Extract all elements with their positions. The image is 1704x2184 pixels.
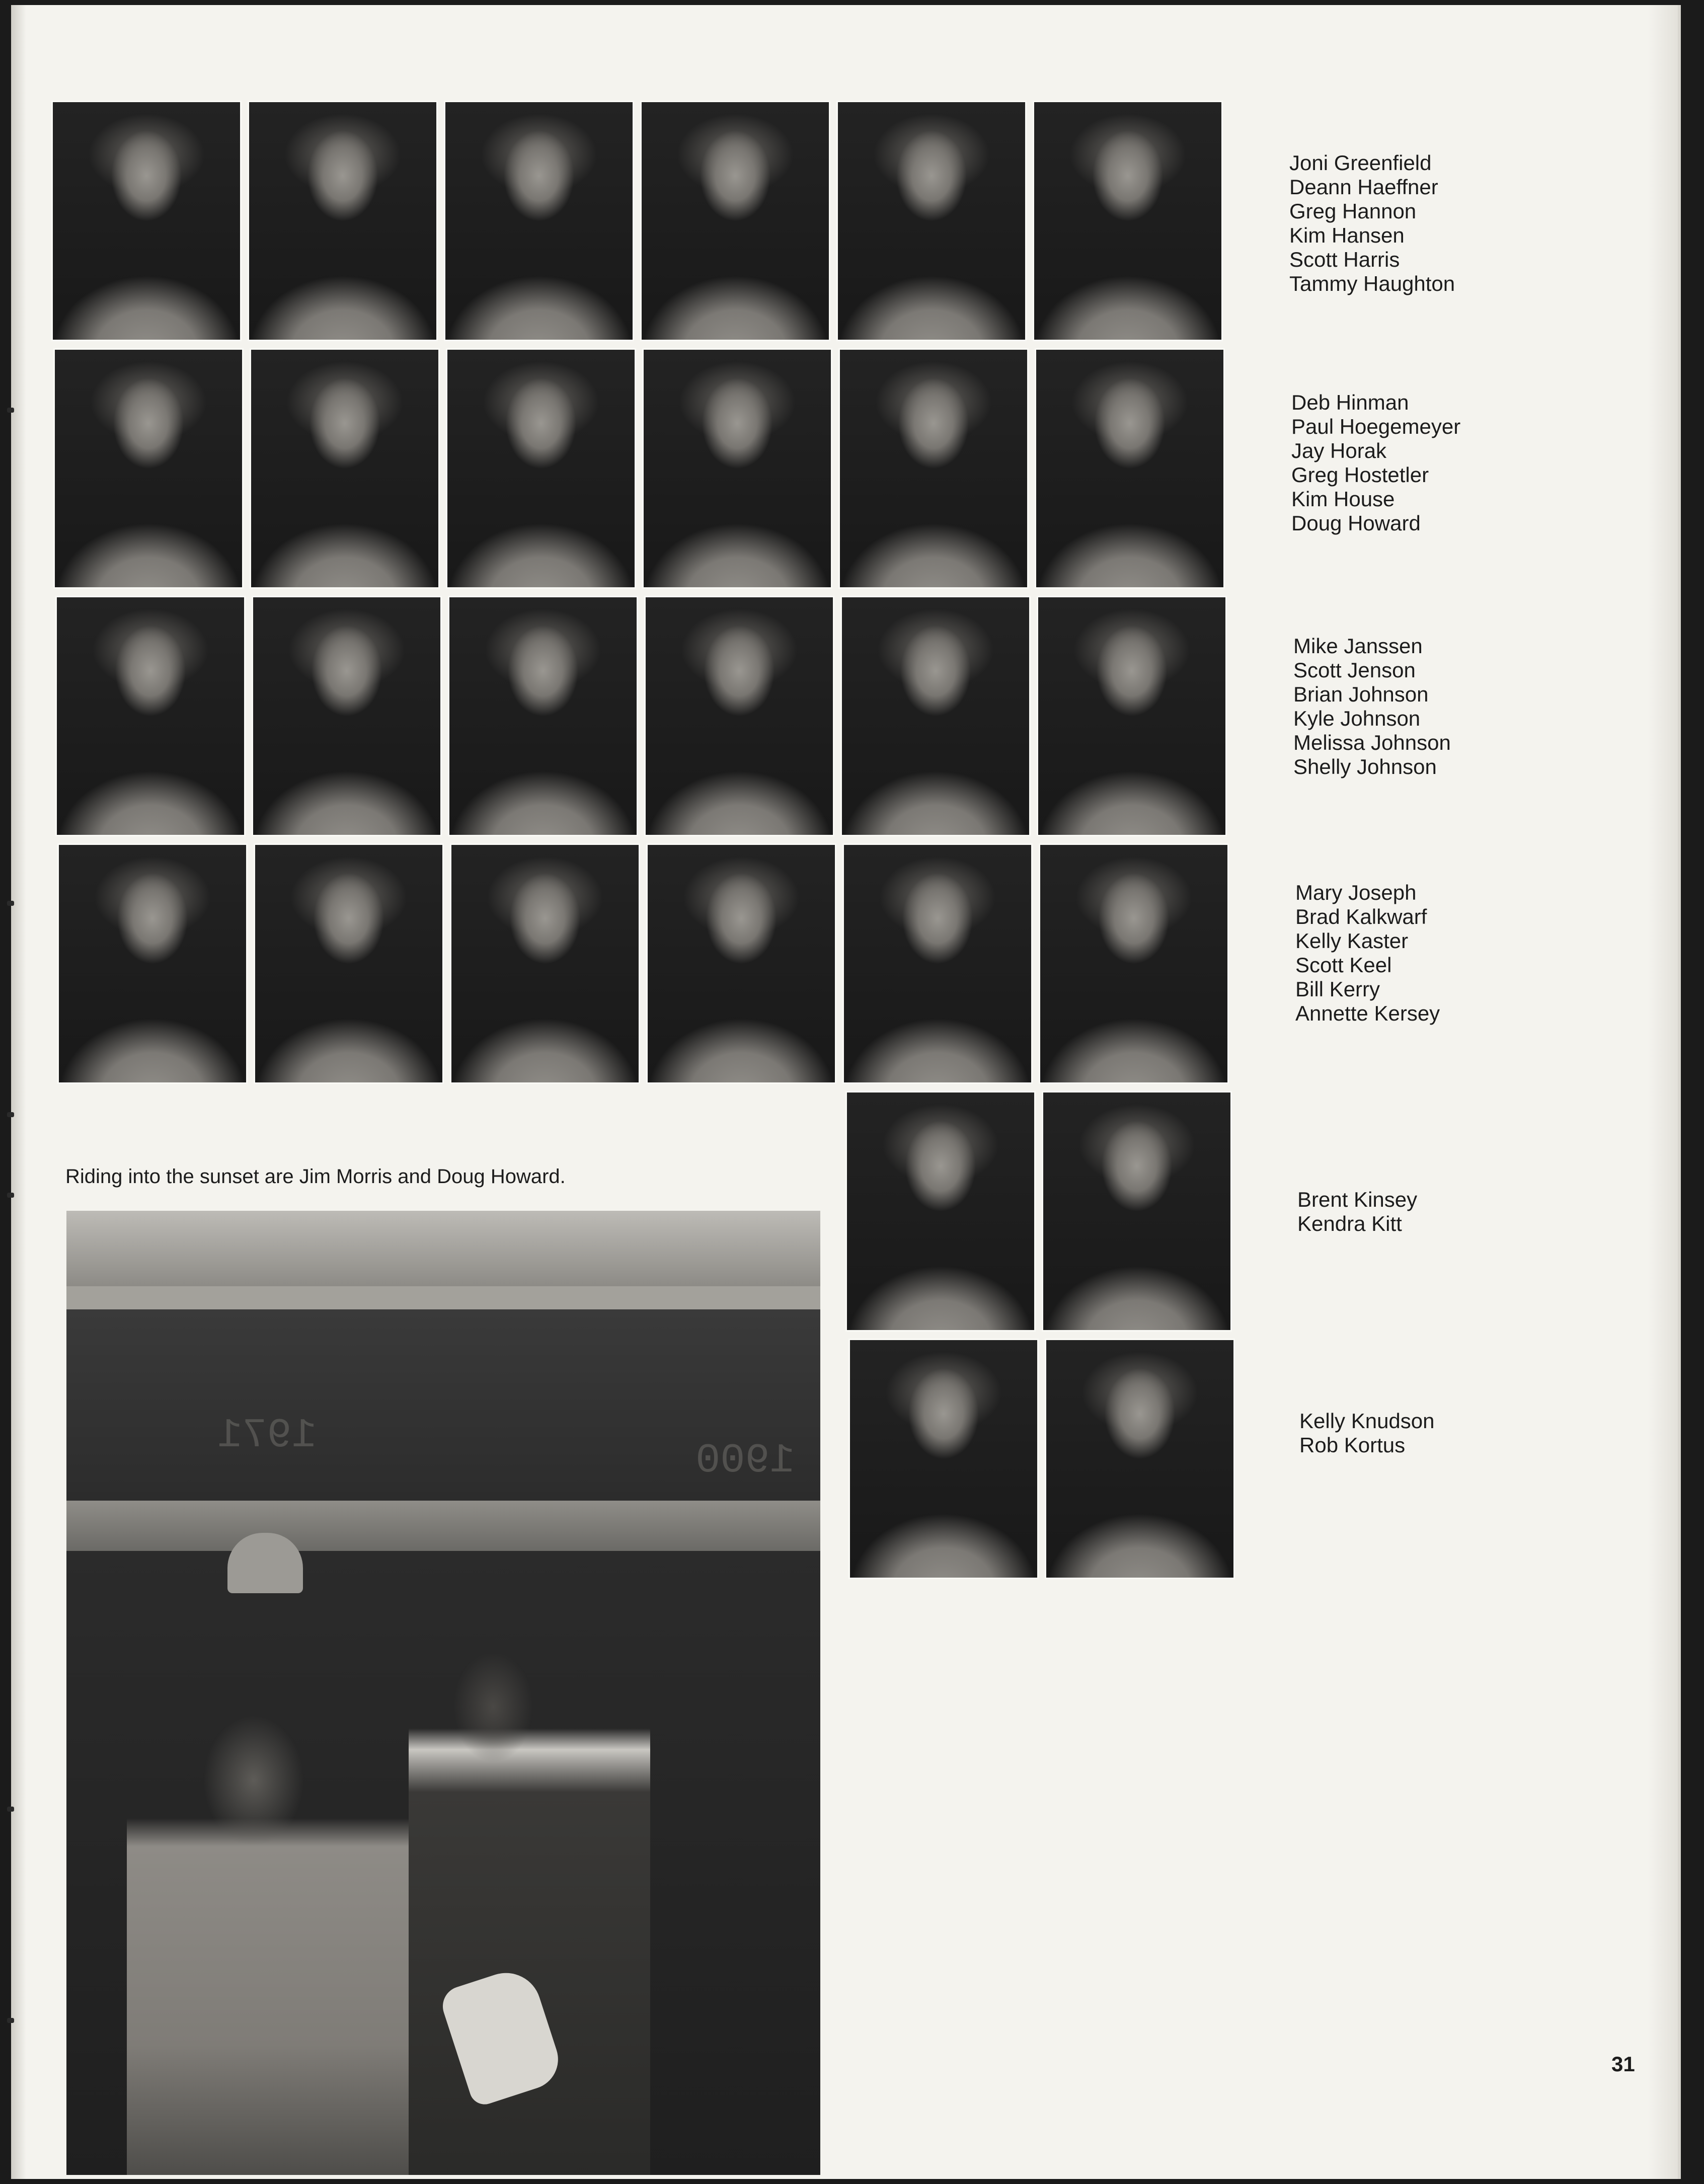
student-name: Kelly Knudson bbox=[1299, 1409, 1435, 1433]
portrait-greg-hostetler bbox=[642, 348, 832, 589]
person-left bbox=[127, 1714, 409, 2175]
portrait-scott-harris bbox=[836, 101, 1027, 341]
yearbook-page bbox=[11, 5, 1681, 2179]
binding-staple bbox=[7, 408, 14, 413]
student-name: Kelly Kaster bbox=[1295, 929, 1409, 953]
student-name: Kendra Kitt bbox=[1297, 1212, 1402, 1235]
wall-sign: 1971 bbox=[217, 1412, 317, 1459]
student-name: Mike Janssen bbox=[1293, 634, 1423, 658]
portrait-scott-jenson bbox=[252, 596, 442, 836]
portrait-kim-house bbox=[838, 348, 1029, 589]
page-number: 31 bbox=[1611, 2052, 1635, 2076]
portrait-deb-hinman bbox=[53, 348, 244, 589]
portrait-bill-kerry bbox=[842, 843, 1033, 1084]
student-name: Shelly Johnson bbox=[1293, 755, 1437, 778]
binding-shadow bbox=[11, 5, 26, 2179]
student-name: Scott Jenson bbox=[1293, 658, 1416, 682]
binding-staple bbox=[7, 2018, 14, 2023]
student-name: Mary Joseph bbox=[1295, 881, 1417, 904]
binding-staple bbox=[7, 1193, 14, 1198]
portrait-melissa-johnson bbox=[840, 596, 1031, 836]
portrait-greg-hannon bbox=[444, 101, 634, 341]
student-name: Doug Howard bbox=[1291, 511, 1421, 535]
portrait-scott-keel bbox=[646, 843, 836, 1084]
student-name: Scott Keel bbox=[1295, 953, 1392, 977]
roof-band bbox=[66, 1211, 820, 1286]
person-right bbox=[409, 1654, 650, 2175]
student-name: Rob Kortus bbox=[1299, 1433, 1406, 1457]
photo-caption: Riding into the sunset are Jim Morris and Doug Howard. bbox=[65, 1165, 566, 1188]
student-name: Annette Kersey bbox=[1295, 1001, 1440, 1025]
page-edge bbox=[1648, 5, 1678, 2179]
portrait-kim-hansen bbox=[640, 101, 830, 341]
student-name: Brent Kinsey bbox=[1297, 1188, 1418, 1211]
portrait-paul-hoegemeyer bbox=[250, 348, 440, 589]
portrait-brian-johnson bbox=[448, 596, 638, 836]
portrait-jay-horak bbox=[446, 348, 636, 589]
student-name: Kyle Johnson bbox=[1293, 707, 1421, 730]
portrait-joni-greenfield bbox=[51, 101, 242, 341]
hat bbox=[227, 1533, 303, 1593]
name-list-row-5 bbox=[1297, 1188, 1417, 1236]
portrait-rob-kortus bbox=[1045, 1339, 1235, 1579]
name-list-row-1 bbox=[1289, 151, 1455, 296]
portrait-brad-kalkwarf bbox=[254, 843, 444, 1084]
student-name: Joni Greenfield bbox=[1289, 151, 1432, 175]
student-name: Kim House bbox=[1291, 487, 1395, 511]
portrait-kyle-johnson bbox=[644, 596, 834, 836]
student-name: Paul Hoegemeyer bbox=[1291, 415, 1461, 438]
binding-staple bbox=[7, 1807, 14, 1812]
wall-sign: 1900 bbox=[695, 1437, 795, 1484]
student-name: Melissa Johnson bbox=[1293, 731, 1451, 754]
student-name: Tammy Haughton bbox=[1289, 272, 1455, 295]
student-name: Brad Kalkwarf bbox=[1295, 905, 1427, 928]
candid-photo bbox=[66, 1211, 820, 2175]
portrait-deann-haeffner bbox=[248, 101, 438, 341]
student-name: Greg Hostetler bbox=[1291, 463, 1429, 487]
portrait-shelly-johnson bbox=[1037, 596, 1227, 836]
name-list-row-3 bbox=[1293, 634, 1451, 779]
student-name: Deann Haeffner bbox=[1289, 175, 1438, 199]
name-list-row-2 bbox=[1291, 391, 1460, 535]
binding-staple bbox=[7, 1112, 14, 1117]
name-list-row-6 bbox=[1299, 1409, 1435, 1457]
student-name: Kim Hansen bbox=[1289, 223, 1405, 247]
student-name: Brian Johnson bbox=[1293, 682, 1429, 706]
portrait-kelly-kaster bbox=[450, 843, 640, 1084]
portrait-brent-kinsey bbox=[845, 1091, 1036, 1332]
binding-staple bbox=[7, 901, 14, 906]
student-name: Scott Harris bbox=[1289, 248, 1400, 271]
roof-rail bbox=[66, 1286, 820, 1309]
portrait-kelly-knudson bbox=[848, 1339, 1039, 1579]
name-list-row-4 bbox=[1295, 881, 1440, 1026]
portrait-doug-howard bbox=[1035, 348, 1225, 589]
student-name: Greg Hannon bbox=[1289, 199, 1417, 223]
portrait-annette-kersey bbox=[1039, 843, 1229, 1084]
portrait-tammy-haughton bbox=[1033, 101, 1223, 341]
student-name: Bill Kerry bbox=[1295, 977, 1380, 1001]
portrait-mike-janssen bbox=[55, 596, 246, 836]
portrait-mary-joseph bbox=[57, 843, 248, 1084]
student-name: Jay Horak bbox=[1291, 439, 1387, 462]
student-name: Deb Hinman bbox=[1291, 391, 1409, 414]
building-beam bbox=[66, 1501, 820, 1551]
portrait-kendra-kitt bbox=[1042, 1091, 1232, 1332]
